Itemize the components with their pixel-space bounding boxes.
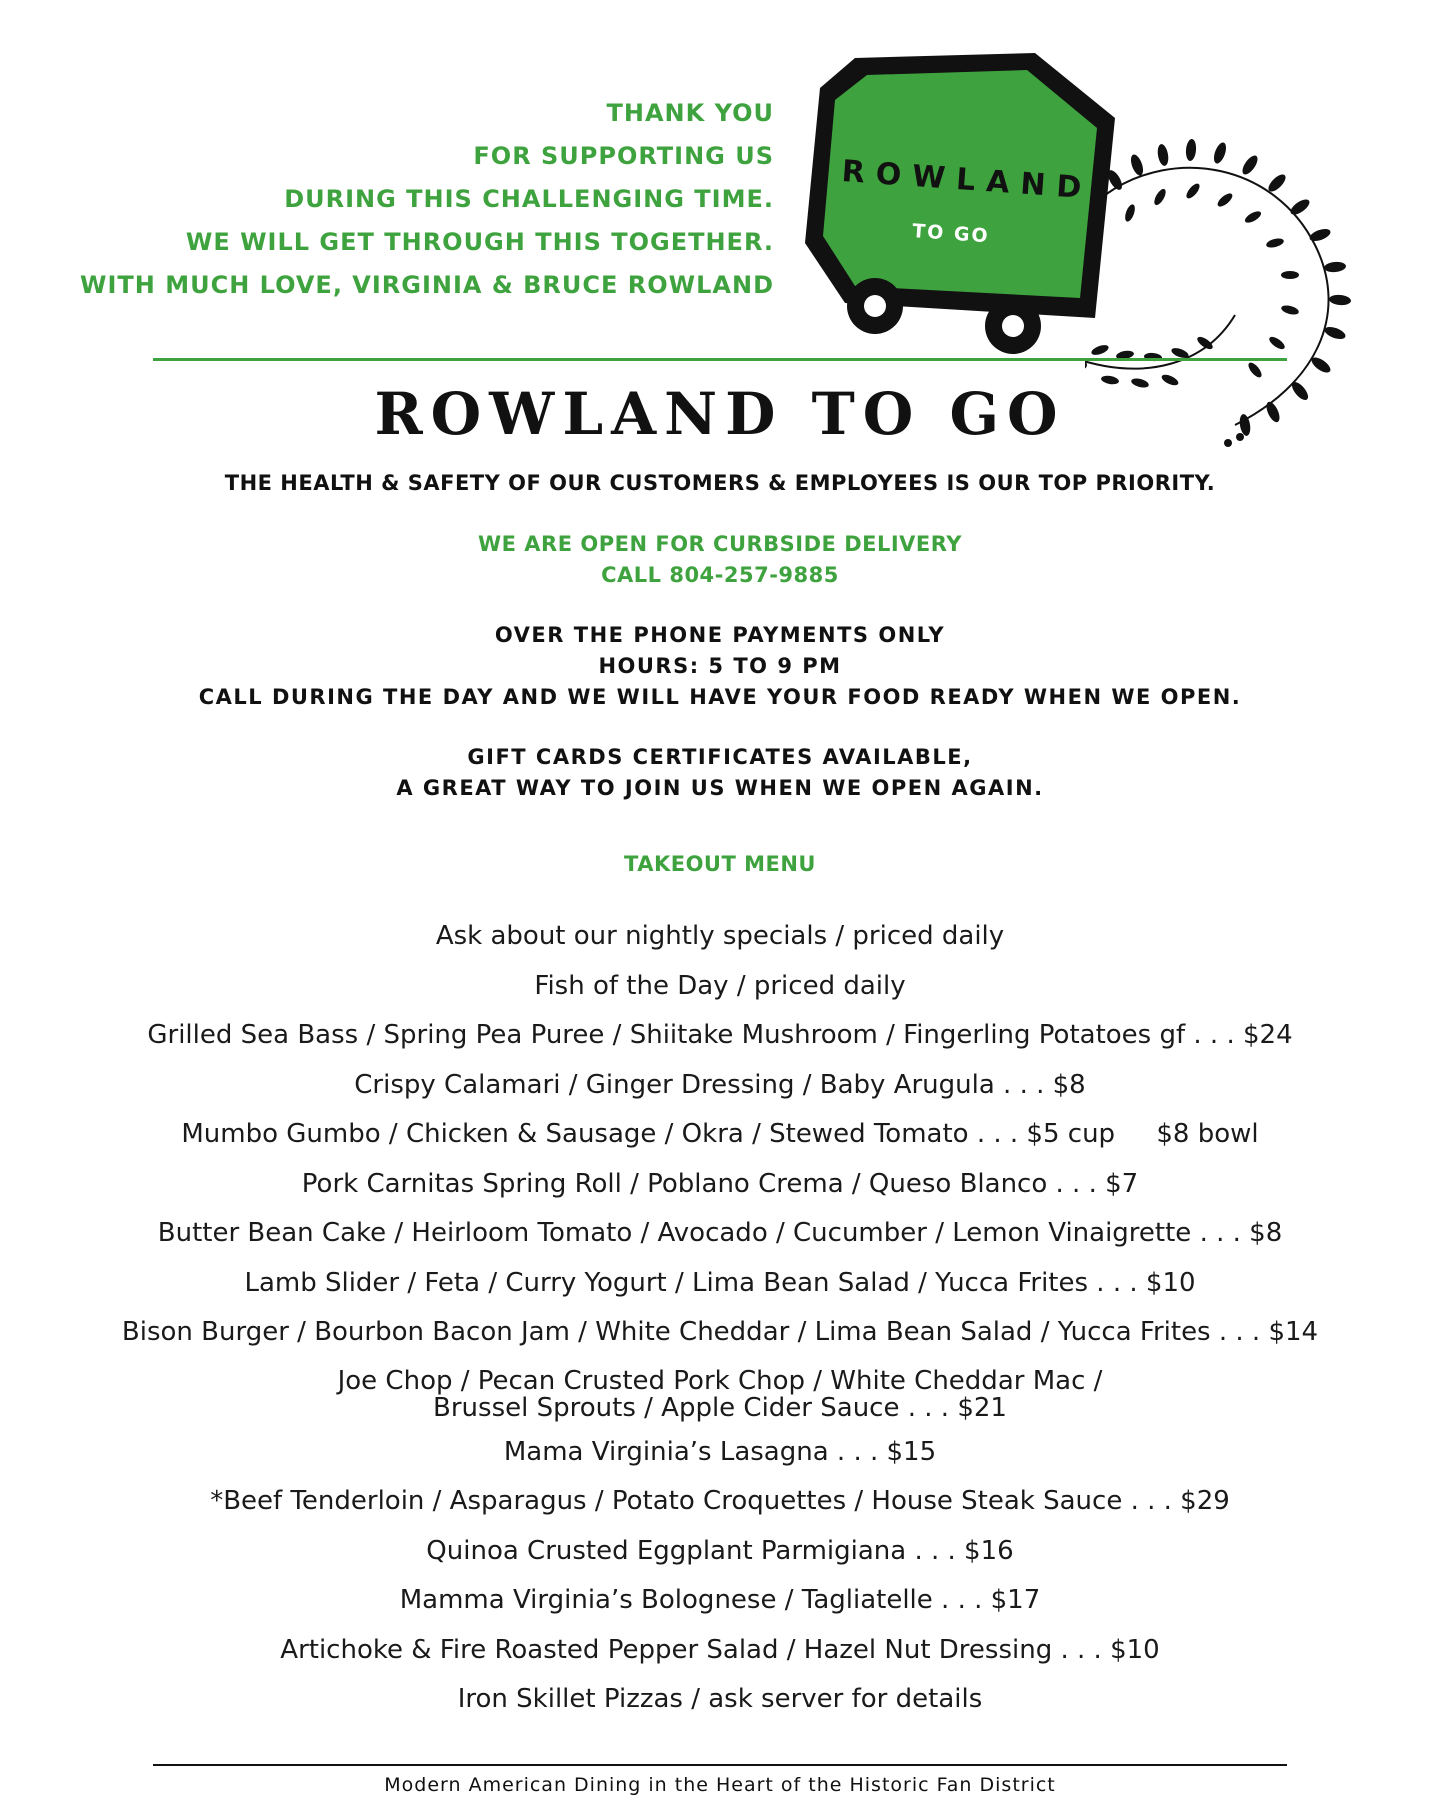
- thanks-line: DURING THIS CHALLENGING TIME.: [284, 185, 774, 213]
- menu-item: Mama Virginia’s Lasagna . . . $15: [503, 1436, 937, 1467]
- menu-heading-text: TAKEOUT MENU: [624, 852, 816, 876]
- menu-item: Iron Skillet Pizzas / ask server for details: [457, 1684, 983, 1714]
- menu-item: Ask about our nightly specials / priced daily: [435, 921, 1005, 951]
- gift-line: A GREAT WAY TO JOIN US WHEN WE OPEN AGAIN.: [396, 776, 1044, 800]
- menu-item: [0, 1358, 1440, 1428]
- menu-item: Pork Carnitas Spring Roll / Poblano Crema / Queso Blanco . . . $7: [301, 1168, 1139, 1199]
- green-divider: [153, 358, 1287, 361]
- payment-hours-notice: [0, 620, 1440, 713]
- menu-item: Bison Burger / Bourbon Bacon Jam / White Cheddar / Lima Bean Salad / Yucca Frites . . . $14: [121, 1317, 1319, 1347]
- call-line: CALL DURING THE DAY AND WE WILL HAVE YOUR FOOD READY WHEN WE OPEN.: [198, 685, 1242, 709]
- page-title: ROWLAND TO GO: [374, 380, 1066, 448]
- thanks-line: WITH MUCH LOVE, VIRGINIA & BRUCE ROWLAND: [80, 271, 774, 299]
- payments-line: OVER THE PHONE PAYMENTS ONLY: [494, 623, 946, 647]
- menu-item: Quinoa Crusted Eggplant Parmigiana . . . $16: [426, 1535, 1014, 1566]
- safety-notice: [0, 468, 1440, 499]
- menu-item-line: Brussel Sprouts / Apple Cider Sauce . . . $21: [433, 1392, 1007, 1423]
- gift-card-notice: [0, 742, 1440, 804]
- safety-line: THE HEALTH & SAFETY OF OUR CUSTOMERS & EMPLOYEES IS OUR TOP PRIORITY.: [224, 471, 1216, 495]
- menu-item: Crispy Calamari / Ginger Dressing / Baby Arugula . . . $8: [354, 1069, 1086, 1100]
- menu-item: Lamb Slider / Feta / Curry Yogurt / Lima Bean Salad / Yucca Frites . . . $10: [244, 1267, 1196, 1298]
- menu-item-line: Joe Chop / Pecan Crusted Pork Chop / White Cheddar Mac /: [337, 1365, 1103, 1396]
- menu-item: Mumbo Gumbo / Chicken & Sausage / Okra / Stewed Tomato . . . $5 cup $8 bowl: [181, 1119, 1259, 1149]
- menu-heading: [0, 849, 1440, 880]
- phone-number: CALL 804-257-9885: [601, 563, 839, 587]
- thank-you-message: [80, 92, 774, 307]
- thanks-line: FOR SUPPORTING US: [473, 142, 774, 170]
- menu-item: Mamma Virginia’s Bolognese / Tagliatelle . . . $17: [399, 1585, 1041, 1615]
- curbside-notice: [0, 529, 1440, 591]
- curbside-line: WE ARE OPEN FOR CURBSIDE DELIVERY: [477, 532, 963, 556]
- takeout-menu: [0, 912, 1440, 1725]
- logo-name: ROWLAND: [840, 154, 1094, 207]
- menu-item: Butter Bean Cake / Heirloom Tomato / Avocado / Cucumber / Lemon Vinaigrette . . . $8: [157, 1218, 1283, 1248]
- gift-line: GIFT CARDS CERTIFICATES AVAILABLE,: [467, 745, 973, 769]
- menu-item: *Beef Tenderloin / Asparagus / Potato Croquettes / House Steak Sauce . . . $29: [210, 1486, 1230, 1516]
- menu-item: Fish of the Day / priced daily: [534, 970, 906, 1001]
- logo-subtitle: TO GO: [911, 220, 991, 248]
- footer-divider: [153, 1764, 1287, 1766]
- thanks-line: THANK YOU: [606, 99, 774, 127]
- hours-line: HOURS: 5 TO 9 PM: [598, 654, 842, 678]
- footer-tagline: Modern American Dining in the Heart of the Historic Fan District: [384, 1774, 1056, 1796]
- menu-item: Grilled Sea Bass / Spring Pea Puree / Shiitake Mushroom / Fingerling Potatoes gf . . . $24: [147, 1020, 1293, 1050]
- thanks-line: WE WILL GET THROUGH THIS TOGETHER.: [185, 228, 774, 256]
- menu-item: Artichoke & Fire Roasted Pepper Salad / Hazel Nut Dressing . . . $10: [280, 1634, 1160, 1665]
